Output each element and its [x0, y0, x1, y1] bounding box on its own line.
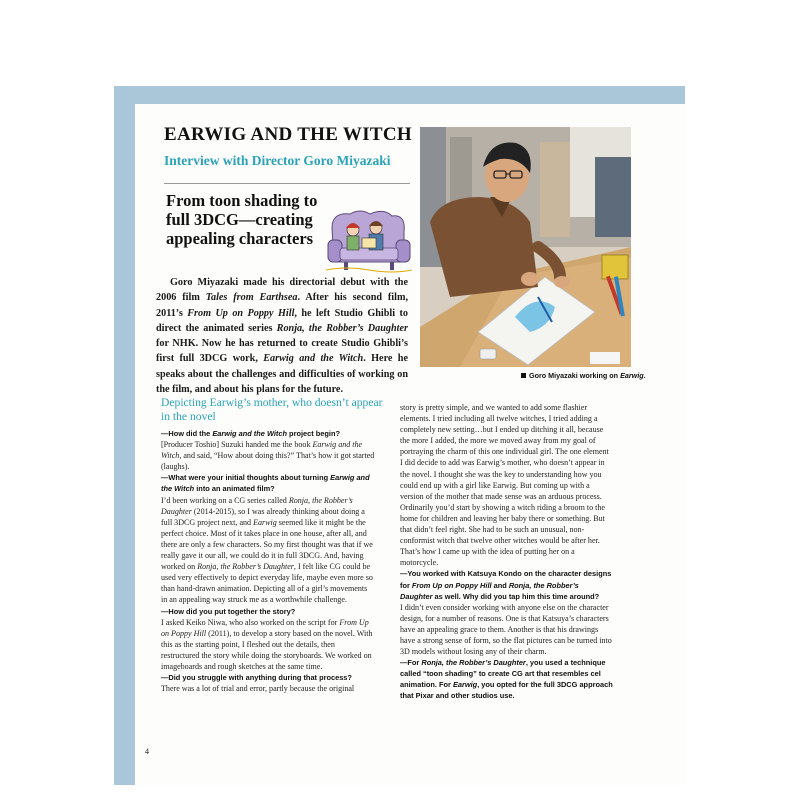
caption-bullet-icon: [521, 373, 526, 378]
intro-paragraph: Goro Miyazaki made his directorial debut with the 2006 film Tales from Earthsea. After his second film, 2011’s From Up on Poppy Hill, he left Studio Ghibli to direct the animated series Ronja, the Robber’s Daughter for NHK. Now he has returned to create Studio Ghibli’s first full 3DCG work, Earwig and the Witch. Here he speaks about the challenges and difficulties of working on the film, and about his plans for the future.: [156, 277, 408, 396]
answer-3: I asked Keiko Niwa, who also worked on the script for From Up on Poppy Hill (2011), to develop a story based on the novel. With this as the starting point, I fleshed out the details, then restructured the story while doing the storyboards. We worked on imageboards and rough sketches at the same time.: [161, 617, 373, 671]
answer-1: [Producer Toshio] Suzuki handed me the book Earwig and the Witch, and said, “How about doing this?” That’s how it got started (laughs).: [161, 440, 375, 472]
answer-4: There was a lot of trial and error, partly because the original: [161, 684, 355, 694]
interview-column-left: [161, 428, 375, 694]
answer-5: I didn’t even consider working with anyone else on the character design, for a number of reasons. One is that Katsuya’s characters have an appealing grace to them. Another is that his drawings have a strong sense of form, so the flat pictures can be turned into 3D models without losing any of their charm.: [400, 602, 612, 657]
question-6: —For Ronja, the Robber’s Daughter, you used a technique called “toon shading” to create CG art that resembles cel animation. For Earwig, you opted for the full 3DCG approach that Pixar and other studios use.: [400, 658, 613, 701]
question-3: —How did you put together the story?: [161, 606, 296, 616]
answer-2: I’d been working on a CG series called Ronja, the Robber’s Daughter (2014-2015), so I was already thinking about doing a full 3DCG project next, and Earwig seemed like it might be the perfect choice. Most of it takes place in one house, after all, and there are only a few characters. So my first thought was that if we really gave it our all, we could do it in full 3DCG. And, having worked on Ronja, the Robber’s Daughter, I felt like CG could be used very effectively to depict everyday life, maybe even more so than hand-drawn animation. Depicting all of a girl’s movements in an appealing way struck me as a worthwhile challenge.: [161, 495, 373, 605]
question-5: —You worked with Katsuya Kondo on the character designs for From Up on Poppy Hill and Ronja, the Robber’s Daughter as well. Why did you tap him this time around?: [400, 569, 612, 601]
article-subtitle: Interview with Director Goro Miyazaki: [164, 153, 391, 168]
section-heading: Depicting Earwig’s mother, who doesn’t appear in the novel: [161, 396, 383, 423]
photo-caption: Goro Miyazaki working on Earwig.: [521, 371, 646, 380]
question-4: —Did you struggle with anything during that process?: [161, 673, 352, 683]
headline: From toon shading to full 3DCG—creating appealing characters: [166, 191, 318, 248]
sofa-illustration: [326, 206, 412, 274]
article-title: EARWIG AND THE WITCH: [164, 124, 412, 145]
answer-4-continued: story is pretty simple, and we wanted to add some flashier elements. I tried including all twelve witches, I tried adding a completely new setting…but I ended up ditching it all, because the more I added, the more we moved away from my goal of portraying the charm of this one individual girl. The one element I did decide to add was Earwig’s mother, who doesn’t appear in the novel. I thought she was the key to understanding how you could end up with a girl like Earwig. But coming up with a version of the mother that made sense was an arduous process. Ordinarily you’d start by showing a witch riding a broom to the home for children and leaving her baby there or something. But that didn’t feel right. She had to be such an unusual, non-conformist witch that twelve other witches would be after her. That’s how I came up with the idea of putting her on a motorcycle.: [400, 403, 609, 568]
page-number: 4: [145, 747, 149, 756]
question-2: —What were your initial thoughts about turning Earwig and the Witch into an animated film?: [161, 473, 370, 494]
title-divider: [164, 183, 410, 184]
interview-column-right: [400, 402, 613, 702]
question-1: —How did the Earwig and the Witch project begin?: [161, 429, 340, 438]
director-photo: [420, 127, 631, 367]
